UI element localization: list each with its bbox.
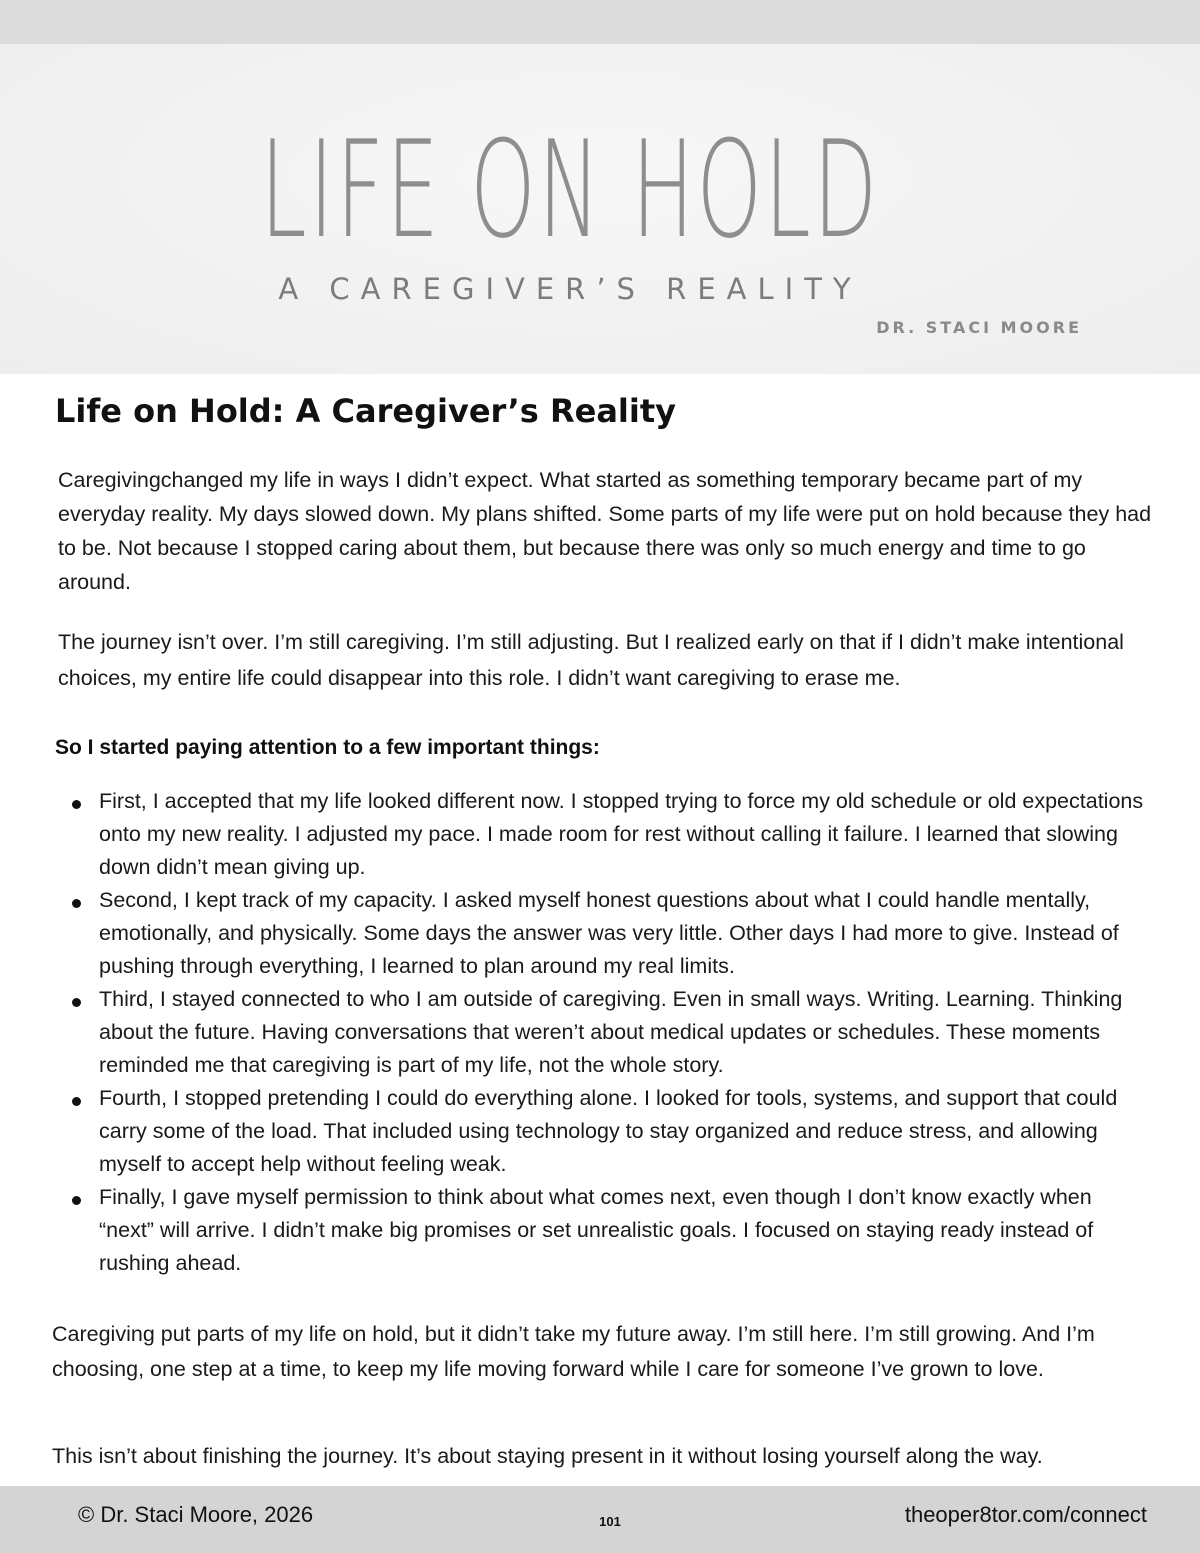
list-item xyxy=(0,785,1149,884)
list-item-text: Finally, I gave myself permission to think about what comes next, even though I don’t know exactly when “next” will arrive. I didn’t make big promises or set unrealistic goals. I focused on staying ready instead of rushing ahead. xyxy=(99,1185,1094,1275)
banner-author: DR. STACI MOORE xyxy=(876,318,1082,337)
bullet-icon xyxy=(72,1196,81,1205)
header-banner xyxy=(0,44,1200,374)
list-item xyxy=(0,1181,1149,1280)
list-intro: So I started paying attention to a few important things: xyxy=(55,736,600,759)
article-heading: Life on Hold: A Caregiver’s Reality xyxy=(55,392,677,430)
closing-paragraph-2: This isn’t about finishing the journey. It’s about staying present in it without losing yourself along the way. xyxy=(52,1444,1043,1468)
footer-page-number: 101 xyxy=(599,1514,621,1529)
intro-paragraph-2: The journey isn’t over. I’m still caregiving. I’m still adjusting. But I realized early on that if I didn’t make intentional choices, my entire life could disappear into this role. I didn’t want caregiving to erase me. xyxy=(58,630,1124,690)
list-item-text: Second, I kept track of my capacity. I asked myself honest questions about what I could handle mentally, emotionally, and physically. Some days the answer was very little. Other days I had more to give. Instead of pushing through everything, I learned to plan around my real limits. xyxy=(99,888,1119,978)
list-item xyxy=(0,983,1149,1082)
bullet-icon xyxy=(72,800,81,809)
closing-paragraph-1: Caregiving put parts of my life on hold, but it didn’t take my future away. I’m still here. I’m still growing. And I’m choosing, one step at a time, to keep my life moving forward while I care for someone I’ve grown to love. xyxy=(52,1322,1095,1381)
list-item-text: Third, I stayed connected to who I am outside of caregiving. Even in small ways. Writing. Learning. Thinking about the future. Having conversations that weren’t about medical updates or schedules. These moments reminded me that caregiving is part of my life, not the whole story. xyxy=(99,987,1123,1077)
footer-website-link[interactable]: theoper8tor.com/connect xyxy=(904,1502,1147,1527)
intro-paragraph-1: Caregivingchanged my life in ways I didn’t expect. What started as something temporary became part of my everyday reality. My days slowed down. My plans shifted. Some parts of my life were put on hold because they had to be. Not because I stopped caring about them, but because there was only so much energy and time to go around. xyxy=(58,468,1152,594)
bullet-list xyxy=(0,785,1200,1280)
list-item xyxy=(0,1082,1149,1181)
footer-copyright: © Dr. Staci Moore, 2026 xyxy=(78,1502,314,1527)
banner-subtitle: A CAREGIVER’S REALITY xyxy=(278,272,862,306)
banner-title: LIFE ON HOLD xyxy=(260,112,880,268)
top-bar xyxy=(0,0,1200,44)
bullet-icon xyxy=(72,998,81,1007)
list-item-text: First, I accepted that my life looked different now. I stopped trying to force my old schedule or old expectations onto my new reality. I adjusted my pace. I made room for rest without calling it failure. I learned that slowing down didn’t mean giving up. xyxy=(99,789,1144,879)
bullet-icon xyxy=(72,899,81,908)
bullet-icon xyxy=(72,1097,81,1106)
list-item-text: Fourth, I stopped pretending I could do everything alone. I looked for tools, systems, and support that could carry some of the load. That included using technology to stay organized and reduce stress, and allowing myself to accept help without feeling weak. xyxy=(99,1086,1118,1176)
page-footer xyxy=(0,1486,1200,1553)
list-item xyxy=(0,884,1149,983)
